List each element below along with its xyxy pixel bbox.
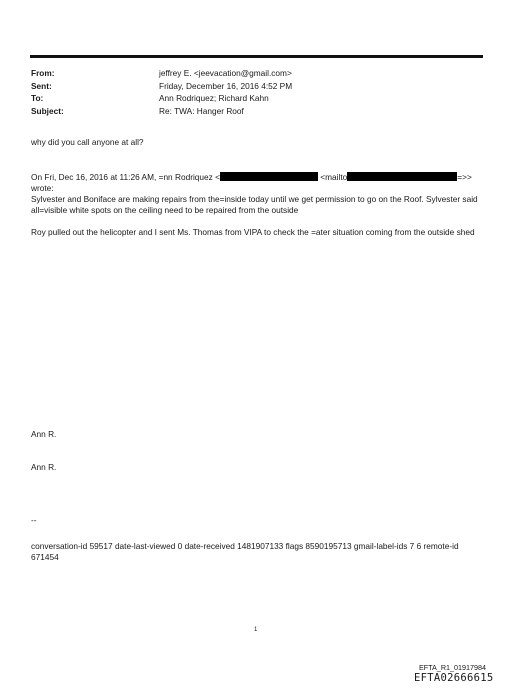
to-value: Ann Rodriquez; Richard Kahn — [159, 93, 269, 103]
to-row — [31, 92, 481, 105]
subject-value: Re: TWA: Hanger Roof — [159, 105, 244, 116]
from-label: From: — [31, 68, 55, 78]
paragraph-repairs: Sylvester and Boniface are making repairs from the=inside today until we get permission to go on the Roof. Sylvester said all=visible white spots on the ceiling need to be repaired from the outside — [31, 194, 478, 215]
redaction-block — [220, 172, 318, 181]
redaction-block — [347, 172, 457, 181]
quote-mailto: <mailto — [320, 172, 348, 182]
subject-row — [31, 105, 481, 118]
separator: -- — [31, 515, 37, 525]
header-divider — [30, 55, 483, 58]
subject-label: Subject: — [31, 105, 64, 116]
wrote-text: wrote: — [31, 183, 54, 193]
reply-text: why did you call anyone at all? — [31, 137, 144, 147]
sent-label: Sent: — [31, 80, 52, 91]
sent-row — [31, 80, 481, 93]
signature-2: Ann R. — [31, 462, 57, 472]
sent-value: Friday, December 16, 2016 4:52 PM — [159, 80, 293, 91]
from-row — [31, 67, 481, 80]
from-value: jeffrey E. <jeevacation@gmail.com> — [159, 68, 292, 78]
paragraph-helicopter: Roy pulled out the helicopter and I sent Ms. Thomas from VIPA to check the =ater situation coming from the outside shed — [31, 227, 475, 237]
quote-suffix: =>> — [457, 172, 472, 182]
quote-prefix: On Fri, Dec 16, 2016 at 11:26 AM, =nn Rodriquez < — [31, 172, 220, 182]
email-header — [31, 67, 481, 117]
page-number: 1 — [254, 627, 258, 633]
email-metadata: conversation-id 59517 date-last-viewed 0 date-received 1481907133 flags 8590195713 gmail-label-ids 7 6 remote-id 671454 — [31, 541, 459, 562]
bates-stamp-large: EFTA02666615 — [414, 672, 494, 684]
bates-stamp-small: EFTA_R1_01917984 — [419, 663, 486, 672]
to-label: To: — [31, 93, 44, 103]
signature-1: Ann R. — [31, 429, 57, 439]
quote-attribution — [31, 172, 472, 183]
